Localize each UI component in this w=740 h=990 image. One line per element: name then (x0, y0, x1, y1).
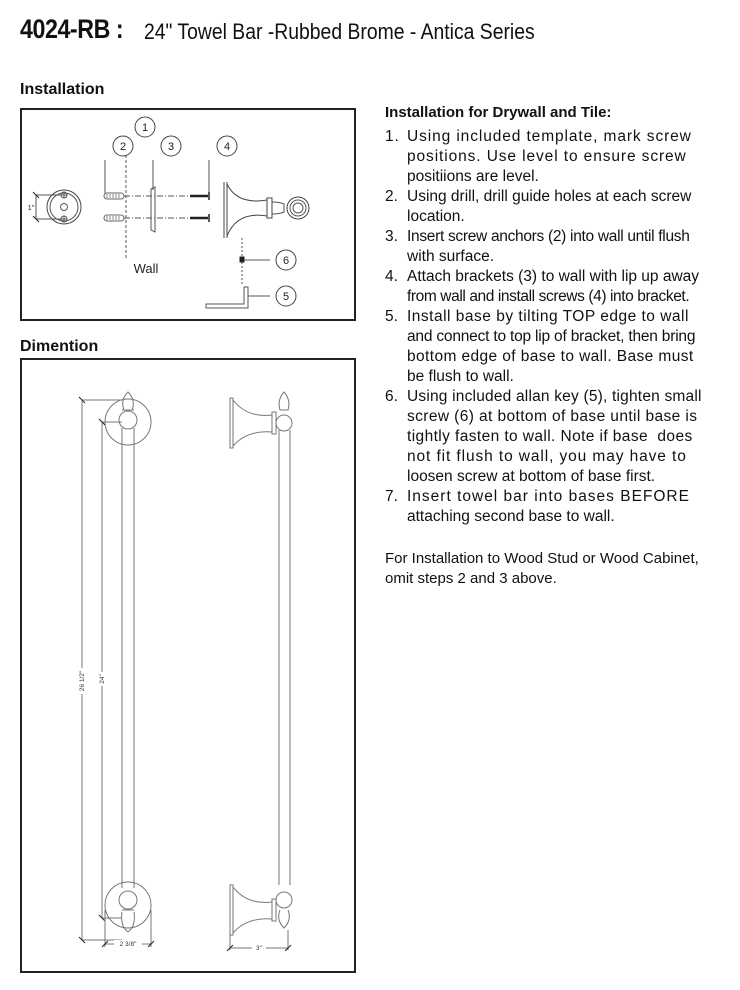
instructions-heading: Installation for Drywall and Tile: (385, 104, 612, 121)
instruction-steps (385, 127, 730, 527)
callout-1: 1 (141, 122, 149, 134)
callout-2: 2 (119, 141, 127, 153)
wall-label: Wall (133, 261, 159, 276)
step-7: 7. Insert towel bar into bases BEFORE attaching second base to wall. (385, 488, 690, 525)
callout-4: 4 (223, 141, 231, 153)
model-code: 4024-RB : (20, 14, 124, 44)
base-width-label: 2 3/8" (119, 941, 137, 948)
step-6: 6. Using included allan key (5), tighten small screw (6) at bottom of base until base is tightly fasten to wall. Note if base does not fit flush to wall, you may have to loosen screw at bottom of base first. (385, 388, 702, 485)
page-title (20, 14, 535, 45)
wood-stud-note: For Installation to Wood Stud or Wood Cabinet, omit steps 2 and 3 above. (385, 550, 699, 587)
exploded-installation-drawing (22, 110, 354, 319)
spacing-label: 1" (27, 205, 35, 212)
dimension-diagram (20, 358, 356, 973)
overall-length-label: 26 1/2" (79, 670, 86, 692)
step-1: 1. Using included template, mark screw positions. Use level to ensure screw positiions are level. (385, 128, 692, 185)
step-3: 3. Insert screw anchors (2) into wall until flush with surface. (385, 228, 690, 265)
projection-label: 3" (256, 945, 262, 952)
dimension-heading: Dimention (20, 338, 99, 355)
installation-diagram (20, 108, 356, 321)
product-title: 24" Towel Bar -Rubbed Brome - Antica Series (144, 19, 535, 44)
step-5: 5. Install base by tilting TOP edge to wall and connect to top lip of bracket, then bring bottom edge of base to wall. Base must be flush to wall. (385, 308, 696, 385)
callout-6: 6 (282, 255, 290, 267)
installation-heading: Installation (20, 81, 105, 98)
step-4: 4. Attach brackets (3) to wall with lip up away from wall and install screws (4) into bracket. (385, 268, 700, 305)
bar-length-label: 24" (99, 674, 106, 684)
callout-3: 3 (167, 141, 175, 153)
instructions-panel (385, 104, 730, 589)
callout-5: 5 (282, 291, 290, 303)
step-2: 2. Using drill, drill guide holes at each screw location. (385, 188, 692, 225)
dimension-drawing (22, 360, 354, 971)
